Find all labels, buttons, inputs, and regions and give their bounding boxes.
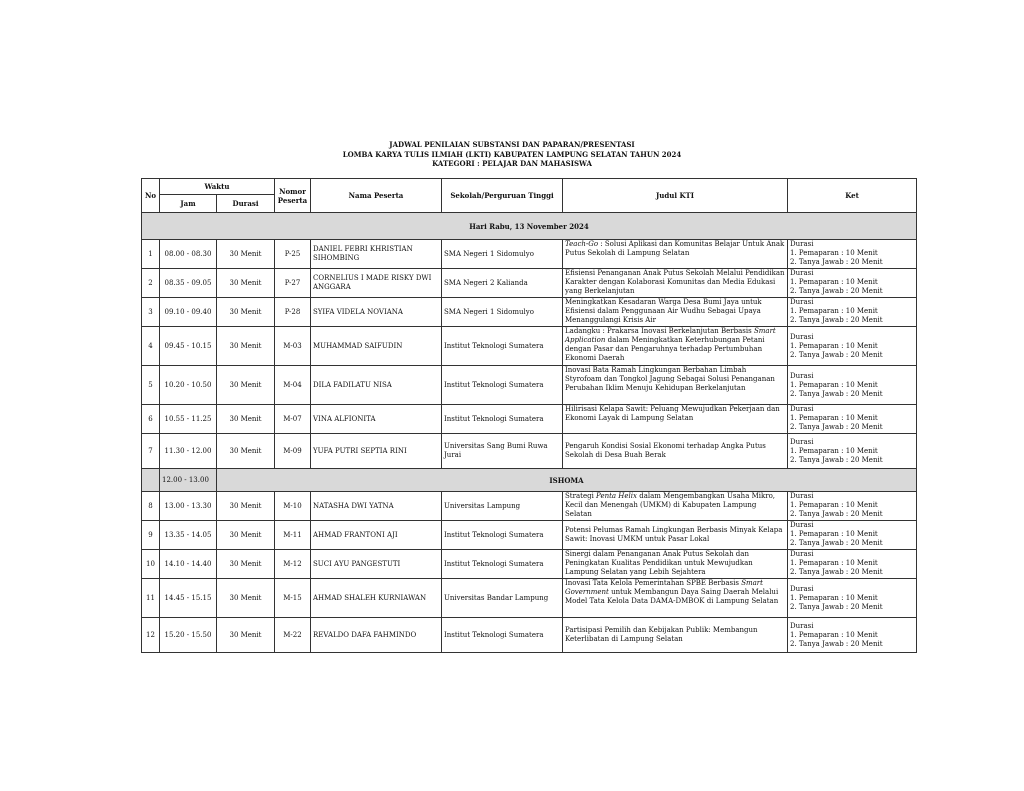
cell-nama: YUFA PUTRI SEPTIA RINI [311,434,442,469]
ket-line-1: Durasi [790,332,814,341]
cell-ket [788,405,917,434]
cell-jam: 09.10 - 09.40 [160,298,217,327]
judul-text-a: Strategi [565,492,594,500]
cell-judul: Inovasi Bata Ramah Lingkungan Berbahan Limbah Styrofoam dan Tongkol Jagung Sebagai Solusi Penanganan Perubahan Iklim Menuju Kehidupan Berkelanjutan [563,366,788,405]
judul-italic: Penta Helix [596,492,637,500]
judul-italic: Smart Application [565,327,776,344]
header-ket: Ket [788,179,917,213]
table-row [142,240,917,269]
cell-judul [563,492,788,521]
table-row [142,550,917,579]
cell-durasi: 30 Menit [217,521,275,550]
cell-judul: Efisiensi Penanganan Anak Putus Sekolah Melalui Pendidikan Karakter dengan Kolaborasi Komunitas dan Media Edukasi yang Berkelanjutan [563,269,788,298]
table-row [142,521,917,550]
ket-line-3: 2. Tanya Jawab : 20 Menit [790,568,883,576]
ket-line-1: Durasi [790,521,814,529]
cell-jam: 09.45 - 10.15 [160,327,217,366]
ket-line-3: 2. Tanya Jawab : 20 Menit [790,423,883,431]
cell-durasi: 30 Menit [217,434,275,469]
judul-italic: Smart Government [565,579,763,596]
cell-judul: Partisipasi Pemilih dan Kebijakan Publik: Membangun Keterlibatan di Lampung Selatan [563,618,788,653]
ket-line-2: 1. Pemaparan : 10 Menit [790,307,878,315]
cell-nama: AHMAD SHALEH KURNIAWAN [311,579,442,618]
cell-no: 12 [142,618,160,653]
table-row [142,492,917,521]
ket-line-2: 1. Pemaparan : 10 Menit [790,249,878,257]
ket-line-2: 1. Pemaparan : 10 Menit [790,278,878,286]
ket-line-3: 2. Tanya Jawab : 20 Menit [790,287,883,295]
ket-line-1: Durasi [790,492,814,500]
cell-nama: SUCI AYU PANGESTUTI [311,550,442,579]
header-no: No [142,179,160,213]
cell-sekolah: Universitas Sang Bumi Ruwa Jurai [442,434,563,469]
judul-text: : Solusi Aplikasi dan Komunitas Belajar Untuk Anak Putus Sekolah di Lampung Selatan [565,240,785,257]
cell-sekolah: Institut Teknologi Sumatera [442,521,563,550]
break-time: 12.00 - 13.00 [160,469,217,492]
judul-text-b: untuk Membangun Daya Saing Daerah Melalui Model Tata Kelola Data DAMA-DMBOK di Lampung Selatan [565,588,779,605]
ket-line-2: 1. Pemaparan : 10 Menit [790,341,878,350]
cell-nomor: M-10 [275,492,311,521]
table-row [142,298,917,327]
cell-durasi: 30 Menit [217,550,275,579]
cell-no: 2 [142,269,160,298]
cell-no: 5 [142,366,160,405]
cell-nomor: M-12 [275,550,311,579]
cell-durasi: 30 Menit [217,366,275,405]
ket-line-2: 1. Pemaparan : 10 Menit [790,414,878,422]
schedule-table [141,178,917,653]
cell-jam: 08.35 - 09.05 [160,269,217,298]
header-durasi: Durasi [217,195,275,213]
cell-nomor: M-07 [275,405,311,434]
ket-line-1: Durasi [790,240,814,248]
title-line-2: LOMBA KARYA TULIS ILMIAH (LKTI) KABUPATEN LAMPUNG SELATAN TAHUN 2024 [342,149,682,159]
table-row [142,269,917,298]
cell-jam: 10.20 - 10.50 [160,366,217,405]
cell-no: 1 [142,240,160,269]
cell-no: 7 [142,434,160,469]
ket-line-3: 2. Tanya Jawab : 20 Menit [790,602,883,611]
cell-nama: AHMAD FRANTONI AJI [311,521,442,550]
cell-no: 4 [142,327,160,366]
cell-sekolah: Institut Teknologi Sumatera [442,405,563,434]
cell-ket [788,269,917,298]
cell-nama: NATASHA DWI YATNA [311,492,442,521]
cell-no: 10 [142,550,160,579]
header-nama-peserta: Nama Peserta [311,179,442,213]
cell-no: 11 [142,579,160,618]
table-row [142,618,917,653]
ket-line-3: 2. Tanya Jawab : 20 Menit [790,455,883,464]
cell-durasi: 30 Menit [217,618,275,653]
break-row [142,469,917,492]
cell-sekolah: Institut Teknologi Sumatera [442,366,563,405]
ket-line-3: 2. Tanya Jawab : 20 Menit [790,316,883,324]
cell-jam: 15.20 - 15.50 [160,618,217,653]
cell-nama: DILA FADILATU NISA [311,366,442,405]
cell-nama: VINA ALFIONITA [311,405,442,434]
ket-line-2: 1. Pemaparan : 10 Menit [790,380,878,389]
ket-line-3: 2. Tanya Jawab : 20 Menit [790,510,883,518]
cell-sekolah: SMA Negeri 1 Sidomulyo [442,298,563,327]
cell-sekolah: Universitas Lampung [442,492,563,521]
ket-line-1: Durasi [790,269,814,277]
ket-line-2: 1. Pemaparan : 10 Menit [790,593,878,602]
cell-durasi: 30 Menit [217,327,275,366]
cell-nama: REVALDO DAFA FAHMINDO [311,618,442,653]
cell-judul: Hilirisasi Kelapa Sawit: Peluang Mewujudkan Pekerjaan dan Ekonomi Layak di Lampung Selatan [563,405,788,434]
ket-line-1: Durasi [790,621,814,630]
header-waktu: Waktu [160,179,275,195]
cell-no: 9 [142,521,160,550]
ket-line-3: 2. Tanya Jawab : 20 Menit [790,350,883,359]
ket-line-1: Durasi [790,371,814,380]
cell-nama: SYIFA VIDELA NOVIANA [311,298,442,327]
judul-text-b: dalam Mengembangkan Usaha Mikro, Kecil dan Menengah (UMKM) di Kabupaten Lampung Selatan [565,492,776,518]
cell-no: 3 [142,298,160,327]
day-label: Hari Rabu, 13 November 2024 [142,213,917,240]
header-nomor-peserta: Nomor Peserta [275,179,311,213]
cell-jam: 10.55 - 11.25 [160,405,217,434]
cell-ket [788,240,917,269]
judul-italic: Teach-Go [565,240,599,248]
cell-ket [788,492,917,521]
table-row [142,434,917,469]
cell-sekolah: Institut Teknologi Sumatera [442,618,563,653]
cell-judul [563,240,788,269]
ket-line-2: 1. Pemaparan : 10 Menit [790,446,878,455]
header-jam: Jam [160,195,217,213]
cell-durasi: 30 Menit [217,298,275,327]
cell-sekolah: Institut Teknologi Sumatera [442,550,563,579]
cell-ket [788,327,917,366]
judul-text-a: Ladangku : Prakarsa Inovasi Berkelanjutan Berbasis [565,327,752,335]
cell-nama: MUHAMMAD SAIFUDIN [311,327,442,366]
cell-nama: DANIEL FEBRI KHRISTIAN SIHOMBING [311,240,442,269]
cell-ket [788,550,917,579]
cell-nomor: M-04 [275,366,311,405]
ket-line-2: 1. Pemaparan : 10 Menit [790,630,878,639]
cell-durasi: 30 Menit [217,579,275,618]
table-row [142,579,917,618]
table-row [142,366,917,405]
cell-durasi: 30 Menit [217,240,275,269]
cell-jam: 14.10 - 14.40 [160,550,217,579]
cell-jam: 11.30 - 12.00 [160,434,217,469]
cell-ket [788,579,917,618]
cell-nomor: P-25 [275,240,311,269]
ket-line-1: Durasi [790,584,814,593]
cell-judul: Potensi Pelumas Ramah Lingkungan Berbasis Minyak Kelapa Sawit: Inovasi UMKM untuk Pasar Lokal [563,521,788,550]
ket-line-1: Durasi [790,298,814,306]
cell-judul: Pengaruh Kondisi Sosial Ekonomi terhadap Angka Putus Sekolah di Desa Buah Berak [563,434,788,469]
cell-nomor: P-27 [275,269,311,298]
cell-sekolah: Institut Teknologi Sumatera [442,327,563,366]
break-label: ISHOMA [217,469,917,492]
cell-ket [788,618,917,653]
title-line-3: KATEGORI : PELAJAR DAN MAHASISWA [432,159,592,168]
cell-no: 6 [142,405,160,434]
ket-line-3: 2. Tanya Jawab : 20 Menit [790,539,883,547]
cell-nama: CORNELIUS I MADE RISKY DWI ANGGARA [311,269,442,298]
cell-nomor: M-03 [275,327,311,366]
ket-line-2: 1. Pemaparan : 10 Menit [790,559,878,567]
ket-line-1: Durasi [790,437,814,446]
cell-jam: 08.00 - 08.30 [160,240,217,269]
cell-jam: 13.35 - 14.05 [160,521,217,550]
table-row [142,405,917,434]
cell-no: 8 [142,492,160,521]
ket-line-3: 2. Tanya Jawab : 20 Menit [790,389,883,398]
cell-nomor: M-09 [275,434,311,469]
document-title-block [0,140,1024,169]
cell-ket [788,298,917,327]
title-line-1: JADWAL PENILAIAN SUBSTANSI DAN PAPARAN/PRESENTASI [389,140,635,149]
cell-jam: 13.00 - 13.30 [160,492,217,521]
day-row [142,213,917,240]
ket-line-2: 1. Pemaparan : 10 Menit [790,530,878,538]
cell-ket [788,521,917,550]
cell-durasi: 30 Menit [217,405,275,434]
table-row [142,327,917,366]
header-judul-kti: Judul KTI [563,179,788,213]
ket-line-3: 2. Tanya Jawab : 20 Menit [790,258,883,266]
judul-text-a: Inovasi Tata Kelola Pemerintahan SPBE Berbasis [565,579,739,587]
cell-judul [563,579,788,618]
cell-nomor: M-22 [275,618,311,653]
header-sekolah: Sekolah/Perguruan Tinggi [442,179,563,213]
cell-durasi: 30 Menit [217,492,275,521]
cell-sekolah: SMA Negeri 2 Kalianda [442,269,563,298]
cell-jam: 14.45 - 15.15 [160,579,217,618]
ket-line-2: 1. Pemaparan : 10 Menit [790,501,878,509]
ket-line-1: Durasi [790,405,814,413]
cell-sekolah: SMA Negeri 1 Sidomulyo [442,240,563,269]
cell-nomor: P-28 [275,298,311,327]
cell-sekolah: Universitas Bandar Lampung [442,579,563,618]
cell-durasi: 30 Menit [217,269,275,298]
cell-judul [563,327,788,366]
cell-judul: Sinergi dalam Penanganan Anak Putus Sekolah dan Peningkatan Kualitas Pendidikan untuk Mewujudkan Lampung Selatan yang Lebih Sejahtera [563,550,788,579]
judul-text-b: dalam Meningkatkan Keterhubungan Petani dengan Pasar dan Pengaruhnya terhadap Pertumbuhan Ekonomi Daerah [565,336,765,362]
cell-nomor: M-15 [275,579,311,618]
ket-line-3: 2. Tanya Jawab : 20 Menit [790,639,883,648]
cell-judul: Meningkatkan Kesadaran Warga Desa Bumi Jaya untuk Efisiensi dalam Penggunaan Air Wudhu Sebagai Upaya Menanggulangi Krisis Air [563,298,788,327]
cell-ket [788,366,917,405]
cell-nomor: M-11 [275,521,311,550]
cell-ket [788,434,917,469]
ket-line-1: Durasi [790,550,814,558]
